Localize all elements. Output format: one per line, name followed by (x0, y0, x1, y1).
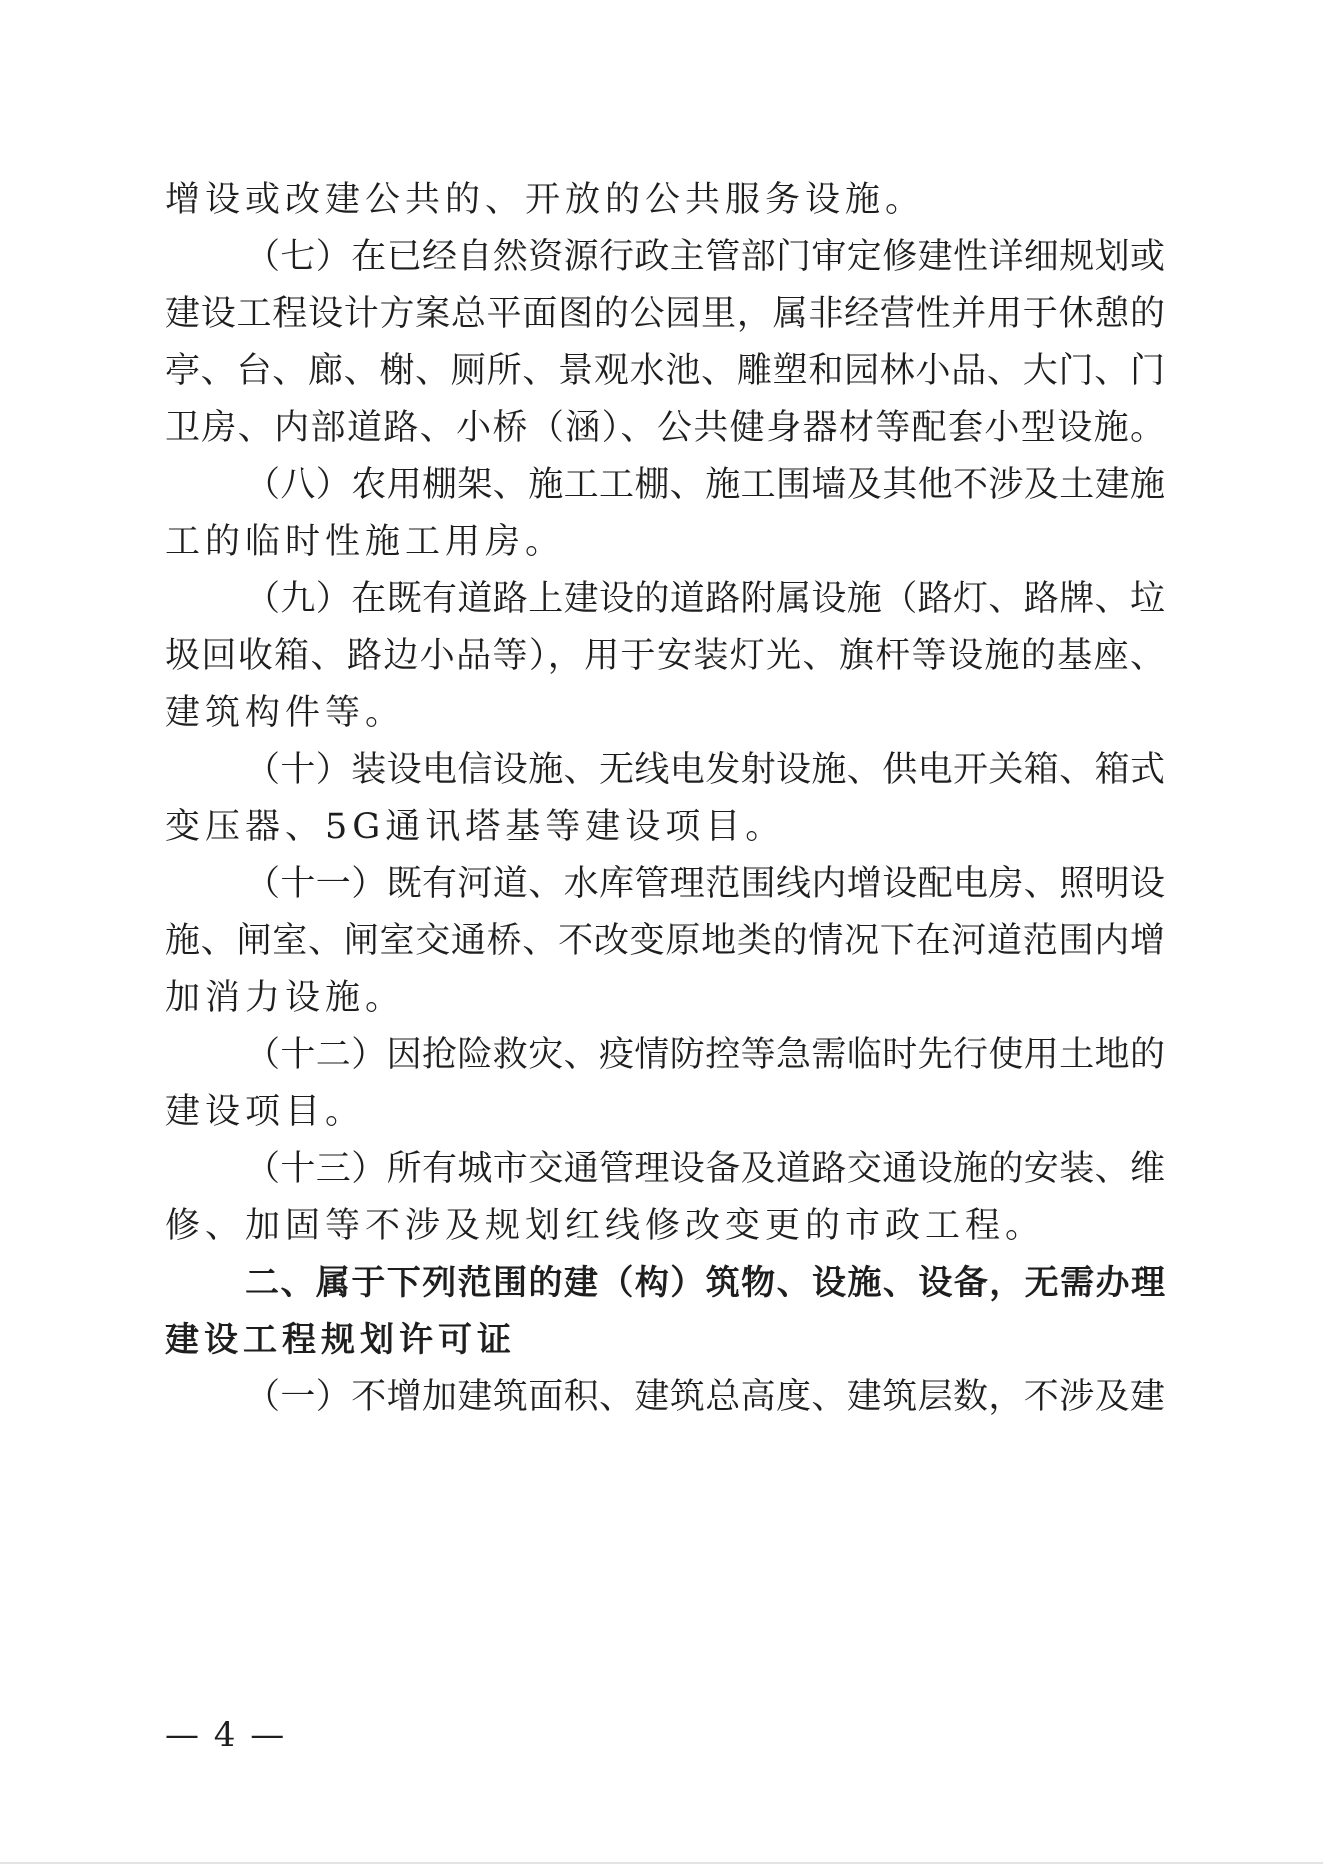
text-line: 加消力设施。 (165, 978, 406, 1018)
text-line: 增设或改建公共的、开放的公共服务设施。 (165, 180, 926, 220)
text-line: （十二）因抢险救灾、疫情防控等急需临时先行使用土地的 (245, 1035, 1165, 1075)
text-line: （九）在既有道路上建设的道路附属设施（路灯、路牌、垃 (245, 579, 1165, 619)
section-heading-line: 二、属于下列范围的建（构）筑物、设施、设备，无需办理 (245, 1263, 1165, 1303)
text-line: 建筑构件等。 (165, 693, 406, 733)
text-line: （十）装设电信设施、无线电发射设施、供电开关箱、箱式 (245, 750, 1165, 790)
text-line: （八）农用棚架、施工工棚、施工围墙及其他不涉及土建施 (245, 465, 1165, 505)
text-line: 建设工程设计方案总平面图的公园里，属非经营性并用于休憩的 (165, 294, 1165, 334)
text-line: 工的临时性施工用房。 (165, 522, 566, 562)
text-line: 修、加固等不涉及规划红线修改变更的市政工程。 (165, 1206, 1046, 1246)
section-heading-line: 建设工程规划许可证 (165, 1320, 516, 1360)
text-line: 施、闸室、闸室交通桥、不改变原地类的情况下在河道范围内增 (165, 921, 1165, 961)
text-line: （一）不增加建筑面积、建筑总高度、建筑层数，不涉及建 (245, 1377, 1165, 1417)
text-line: （十一）既有河道、水库管理范围线内增设配电房、照明设 (245, 864, 1165, 904)
scan-edge-divider (0, 1862, 1323, 1864)
text-line: 亭、台、廊、榭、厕所、景观水池、雕塑和园林小品、大门、门 (165, 351, 1165, 391)
text-line: （七）在已经自然资源行政主管部门审定修建性详细规划或 (245, 237, 1165, 277)
text-line: 卫房、内部道路、小桥（涵）、公共健身器材等配套小型设施。 (165, 408, 1165, 448)
text-line: （十三）所有城市交通管理设备及道路交通设施的安装、维 (245, 1149, 1165, 1189)
text-line: 变压器、5G通讯塔基等建设项目。 (165, 807, 786, 847)
page-number: — 4 — (165, 1715, 287, 1755)
text-line: 建设项目。 (165, 1092, 366, 1132)
text-line: 圾回收箱、路边小品等），用于安装灯光、旗杆等设施的基座、 (165, 636, 1165, 676)
